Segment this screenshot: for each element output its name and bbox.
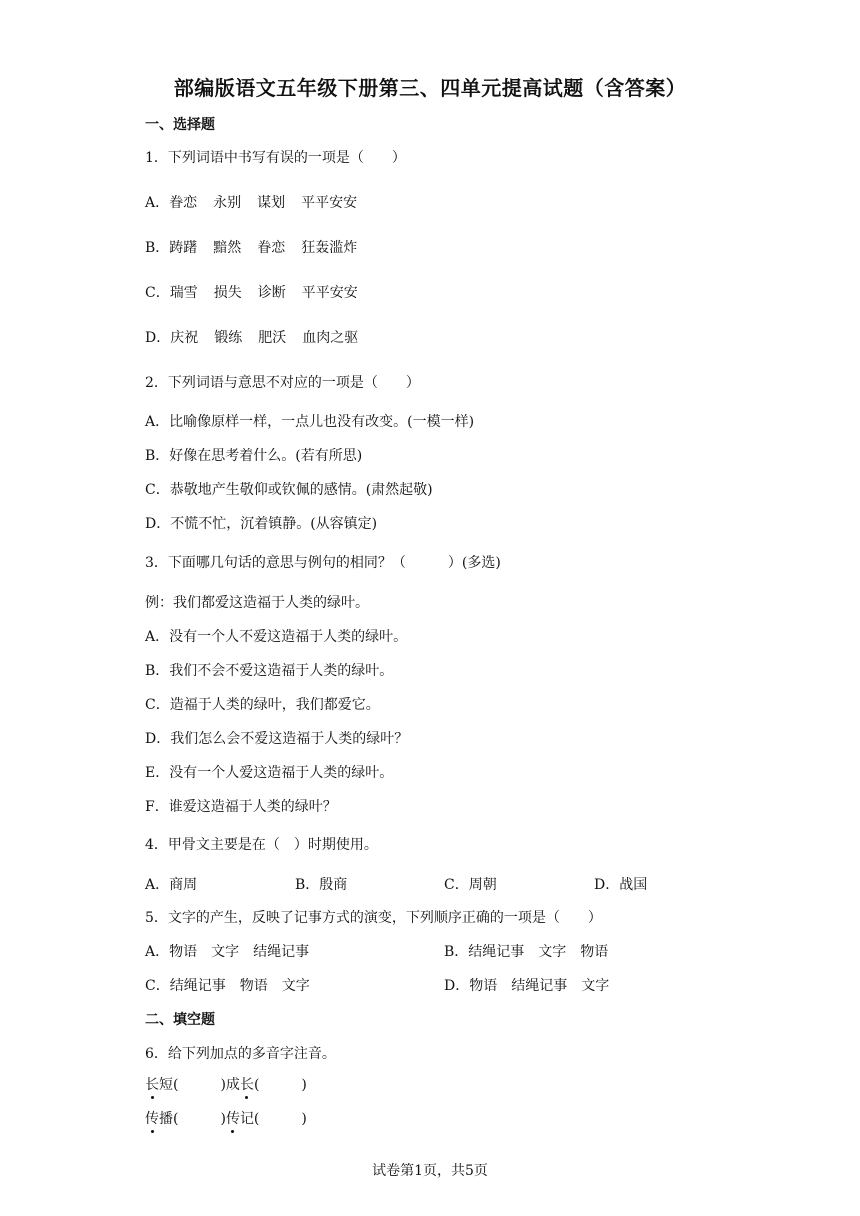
question-3-option-d: D．我们怎么会不爱这造福于人类的绿叶？ [145, 731, 409, 747]
word: 诊断 [257, 285, 286, 301]
word: 平平安安 [301, 285, 358, 301]
question-2-option-a: A．比喻像原样一样，一点儿也没有改变。(一模一样) [145, 414, 475, 430]
question-2-option-b: B．好像在思考着什么。(若有所思) [145, 448, 363, 464]
question-3-option-a: A．没有一个人不爱这造福于人类的绿叶。 [145, 629, 408, 645]
fill-text: 记( ) [239, 1111, 307, 1127]
word: 锻练 [214, 330, 243, 346]
word: 谋划 [257, 195, 286, 211]
question-6-row-1 [145, 1074, 307, 1094]
question-1-stem: 1．下列词语中书写有误的一项是（ ） [145, 150, 406, 166]
question-3-stem: 3．下面哪几句话的意思与例句的相同？（ ）(多选) [145, 555, 501, 571]
question-4-option-b: B．殷商 [295, 877, 348, 893]
question-4-option-d: D．战国 [594, 877, 648, 893]
word: 损失 [213, 285, 242, 301]
question-1-option-b [145, 237, 373, 257]
question-1-option-c [145, 282, 374, 302]
question-3-option-c: C．造福于人类的绿叶，我们都爱它。 [145, 697, 380, 713]
fill-text: 短( )成 [159, 1077, 240, 1093]
page-footer: 试卷第1页，共5页 [372, 1163, 488, 1179]
dotted-character: 传 [226, 1108, 240, 1128]
question-2-option-c: C．恭敬地产生敬仰或钦佩的感情。(肃然起敬) [145, 482, 433, 498]
dotted-character: 长 [145, 1074, 159, 1094]
fill-text: 播( ) [159, 1111, 226, 1127]
section-heading-choice: 一、选择题 [145, 117, 215, 133]
word: 永别 [213, 195, 242, 211]
word: 踌躇 [169, 240, 198, 256]
question-5-option-c: C．结绳记事 物语 文字 [145, 978, 310, 994]
word: 肥沃 [258, 330, 287, 346]
option-label: A． [145, 195, 170, 211]
word: 狂轰滥炸 [301, 240, 358, 256]
question-2-stem: 2．下列词语与意思不对应的一项是（ ） [145, 375, 420, 391]
page-title: 部编版语文五年级下册第三、四单元提高试题（含答案） [173, 76, 687, 100]
question-1-option-a [145, 192, 373, 212]
dotted-character: 长 [240, 1074, 254, 1094]
word: 瑞雪 [169, 285, 198, 301]
question-5-stem: 5．文字的产生，反映了记事方式的演变，下列顺序正确的一项是（ ） [145, 910, 602, 926]
word: 黯然 [213, 240, 242, 256]
section-heading-fill: 二、填空题 [145, 1012, 215, 1028]
question-1-option-d [145, 327, 374, 347]
question-6-stem: 6．给下列加点的多音字注音。 [145, 1046, 336, 1062]
dotted-character: 传 [145, 1108, 159, 1128]
word: 平平安安 [301, 195, 358, 211]
question-4-option-c: C．周朝 [444, 877, 497, 893]
fill-text: ( ) [253, 1077, 307, 1093]
word: 血肉之驱 [302, 330, 359, 346]
word: 眷恋 [257, 240, 286, 256]
question-3-example: 例：我们都爱这造福于人类的绿叶。 [145, 595, 369, 611]
question-2-option-d: D．不慌不忙，沉着镇静。(从容镇定) [145, 516, 378, 532]
question-3-option-e: E．没有一个人爱这造福于人类的绿叶。 [145, 765, 394, 781]
option-label: C． [145, 285, 170, 301]
question-6-row-2 [145, 1108, 307, 1128]
question-4-option-a: A．商周 [145, 877, 198, 893]
question-5-option-b: B．结绳记事 文字 物语 [444, 944, 609, 960]
option-label: B． [145, 240, 170, 256]
question-3-option-f: F．谁爱这造福于人类的绿叶？ [145, 799, 337, 815]
word: 眷恋 [169, 195, 198, 211]
question-4-stem: 4．甲骨文主要是在（ ）时期使用。 [145, 837, 378, 853]
word: 庆祝 [170, 330, 199, 346]
option-label: D． [145, 330, 171, 346]
question-5-option-d: D．物语 结绳记事 文字 [444, 978, 610, 994]
question-3-option-b: B．我们不会不爱这造福于人类的绿叶。 [145, 663, 394, 679]
question-5-option-a: A．物语 文字 结绳记事 [145, 944, 310, 960]
